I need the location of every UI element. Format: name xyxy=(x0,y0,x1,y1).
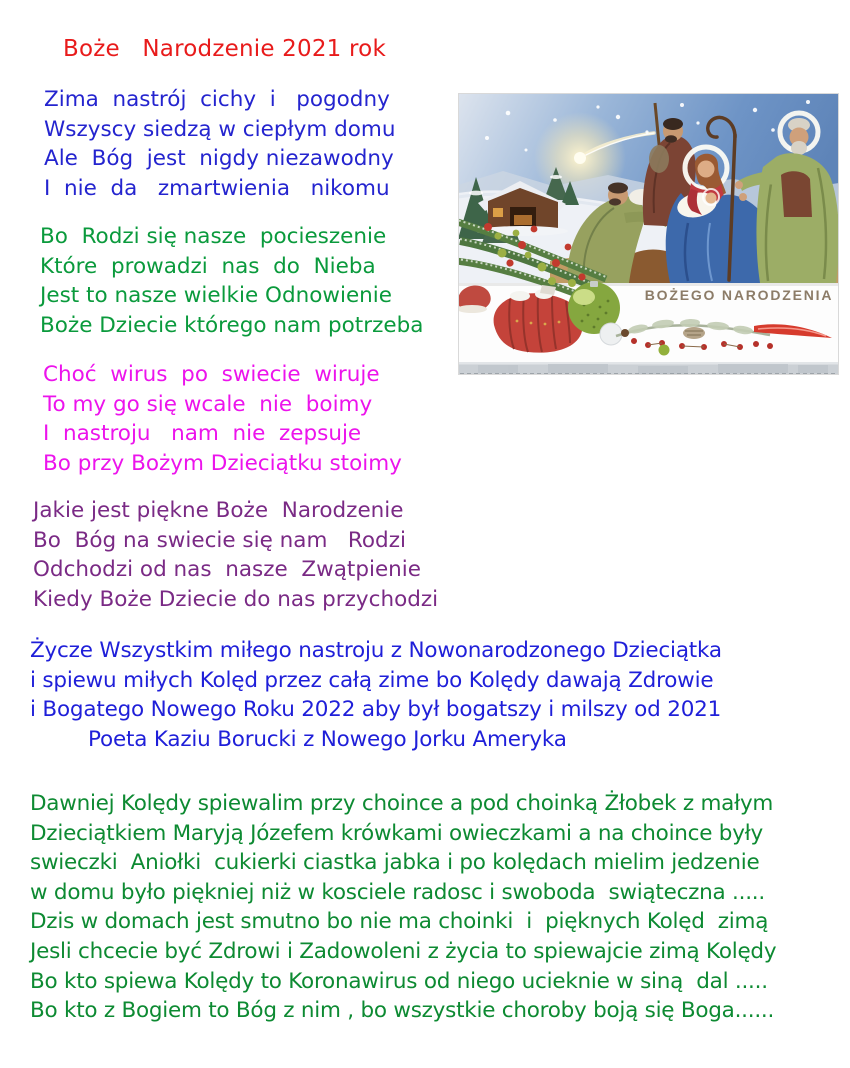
poem-line: Zima nastrój cichy i pogodny xyxy=(44,87,390,112)
poem-line: Jest to nasze wielkie Odnowienie xyxy=(40,283,393,308)
memoir-line: Bo kto spiewa Kolędy to Koronawirus od niego ucieknie w siną dal ..... xyxy=(30,968,768,994)
wishes-line: Życze Wszystkim miłego nastroju z Nowonarodzonego Dzieciątka xyxy=(30,638,722,663)
memoir-line: Dawniej Kolędy spiewalim przy choince a pod choinką Żłobek z małym xyxy=(30,791,774,816)
stanza-consolation-green xyxy=(40,222,423,340)
christmas-card-image xyxy=(458,93,839,375)
poem-line: Bo Rodzi się nasze pocieszenie xyxy=(40,224,387,249)
wishes-paragraph xyxy=(30,636,722,754)
stanza-nativity-purple xyxy=(33,496,438,614)
poem-line: Choć wirus po swiecie wiruje xyxy=(43,362,380,387)
wishes-line: i Bogatego Nowego Roku 2022 aby był bogatszy i milszy od 2021 xyxy=(30,697,722,722)
memoir-line: swieczki Aniołki cukierki ciastka jabka i po kolędach mielim jedzenie xyxy=(30,850,760,876)
memoir-line: w domu było piękniej niż w kosciele radosc i swoboda swiąteczna ..... xyxy=(30,879,765,905)
stamp-edge-bar xyxy=(458,362,839,375)
poem-line: Bo przy Bożym Dzieciątku stoimy xyxy=(43,450,402,476)
poem-line: Które prowadzi nas do Nieba xyxy=(40,253,376,279)
memoir-line: Dzis w domach jest smutno bo nie ma choinki i pięknych Kolęd zimą xyxy=(30,909,769,935)
author-signature: Poeta Kaziu Borucki z Nowego Jorku Ameryka xyxy=(88,726,567,752)
painting-edge xyxy=(458,283,839,286)
poem-line: Kiedy Boże Dziecie do nas przychodzi xyxy=(33,586,439,612)
memoir-line: Jesli chcecie być Zdrowi i Zadowoleni z życia to spiewajcie zimą Kolędy xyxy=(30,938,777,964)
poem-line: Ale Bóg jest nigdy niezawodny xyxy=(44,146,394,171)
poem-line: Boże Dziecie którego nam potrzeba xyxy=(40,312,424,338)
poem-line: Wszyscy siedzą w ciepłym domu xyxy=(44,116,396,142)
poem-line: I nastroju nam nie zepsuje xyxy=(43,421,362,446)
poem-line: Odchodzi od nas nasze Zwątpienie xyxy=(33,557,421,582)
page-title: Boże Narodzenie 2021 rok xyxy=(63,36,386,62)
memoir-paragraph xyxy=(30,789,776,1026)
memoir-line: Bo kto z Bogiem to Bóg z nim , bo wszystkie choroby boją się Boga...... xyxy=(30,998,775,1024)
poem-line: Bo Bóg na swiecie się nam Rodzi xyxy=(33,527,406,553)
stanza-winter-blue xyxy=(44,85,395,203)
card-caption: BOŻEGO NARODZENIA xyxy=(644,287,834,303)
wishes-line: i spiewu miłych Kolęd przez całą zime bo Kolędy dawają Zdrowie xyxy=(30,667,714,693)
poem-line: I nie da zmartwienia nikomu xyxy=(44,175,390,201)
poem-line: Jakie jest piękne Boże Narodzenie xyxy=(33,498,404,523)
poem-line: To my go się wcale nie boimy xyxy=(43,391,373,417)
stanza-virus-magenta xyxy=(43,360,402,478)
memoir-line: Dzieciątkiem Maryją Józefem krówkami owieczkami a na choince były xyxy=(30,820,764,846)
